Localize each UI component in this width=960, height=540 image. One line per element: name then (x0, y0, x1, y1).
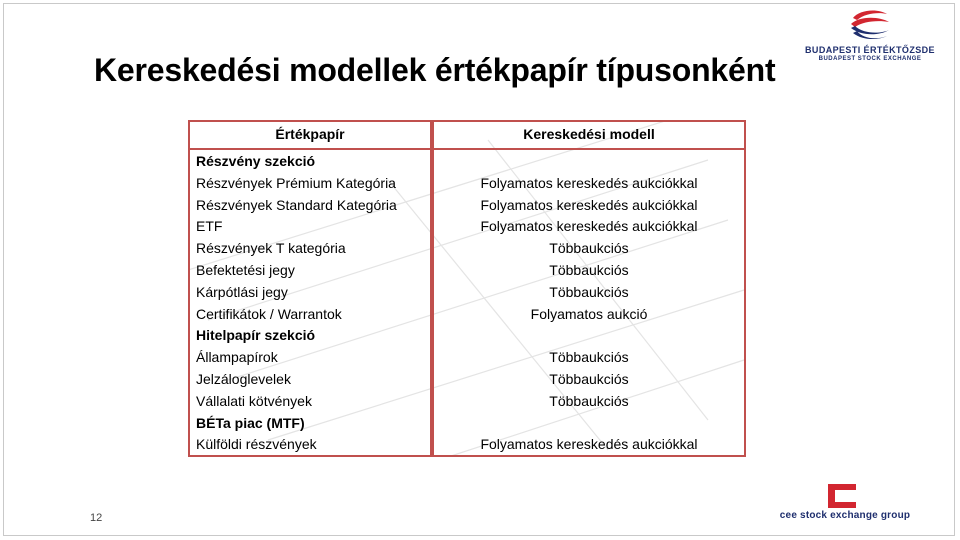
table-row (188, 216, 746, 238)
bse-logo (800, 8, 940, 64)
trading-model-cell: Többaukciós (549, 262, 629, 278)
trading-model-cell: Folyamatos kereskedés aukciókkal (480, 218, 698, 235)
security-type-cell: Részvények T kategória (196, 240, 346, 257)
table-row (188, 282, 746, 304)
bse-emblem-icon (847, 8, 893, 42)
trading-model-cell: Többaukciós (549, 283, 629, 300)
section-heading: Részvény szekció (196, 153, 316, 169)
trading-model-cell: Folyamatos kereskedés aukciókkal (480, 196, 698, 213)
security-type-cell: Befektetési jegy (196, 262, 295, 278)
ceeg-mark-icon (828, 484, 856, 508)
slide-title: Kereskedési modellek értékpapír típusonként (94, 52, 776, 88)
table-row (188, 173, 746, 195)
trading-model-cell: Folyamatos kereskedés aukciókkal (480, 174, 698, 191)
table-row (188, 238, 746, 260)
securities-table (188, 120, 746, 457)
security-type-cell: Certifikátok / Warrantok (196, 305, 342, 322)
table-row (188, 260, 746, 282)
header-security-type: Értékpapír (275, 126, 345, 142)
table-row (188, 369, 746, 391)
trading-model-cell: Többaukciós (549, 240, 629, 257)
trading-model-cell: Többaukciós (549, 392, 629, 409)
table-row (188, 347, 746, 369)
security-type-cell: Vállalati kötvények (196, 392, 312, 409)
security-type-cell: Részvények Standard Kategória (196, 196, 397, 213)
ceeg-logo (770, 484, 920, 526)
trading-model-cell: Folyamatos aukció (530, 305, 648, 322)
table-row (188, 434, 746, 456)
security-type-cell: ETF (196, 218, 223, 235)
trading-model-cell: Többaukciós (549, 349, 629, 366)
trading-model-cell (432, 413, 746, 435)
ceeg-logo-text: cee stock exchange group (779, 510, 911, 521)
table-header-row (188, 120, 746, 150)
table-row (188, 195, 746, 217)
security-type-cell: Külföldi részvények (196, 436, 317, 453)
trading-model-cell (432, 325, 746, 347)
trading-model-cell (432, 151, 746, 173)
section-heading: Hitelpapír szekció (196, 327, 316, 344)
security-type-cell: Jelzáloglevelek (196, 371, 291, 387)
section-heading: BÉTa piac (MTF) (196, 414, 305, 431)
security-type-cell: Részvények Prémium Kategória (196, 174, 396, 191)
table-row (188, 391, 746, 413)
table-row (188, 413, 746, 435)
trading-model-cell: Többaukciós (549, 371, 629, 387)
bse-logo-sub: BUDAPEST STOCK EXCHANGE (818, 56, 922, 62)
header-trading-model: Kereskedési modell (523, 126, 655, 142)
page-number: 12 (90, 512, 103, 524)
table-row (188, 325, 746, 347)
security-type-cell: Állampapírok (196, 349, 278, 366)
bse-logo-name: BUDAPESTI ÉRTÉKTŐZSDE (805, 45, 935, 55)
trading-model-cell: Folyamatos kereskedés aukciókkal (480, 436, 698, 453)
security-type-cell: Kárpótlási jegy (196, 283, 288, 300)
table-row (188, 151, 746, 173)
table-row (188, 304, 746, 326)
